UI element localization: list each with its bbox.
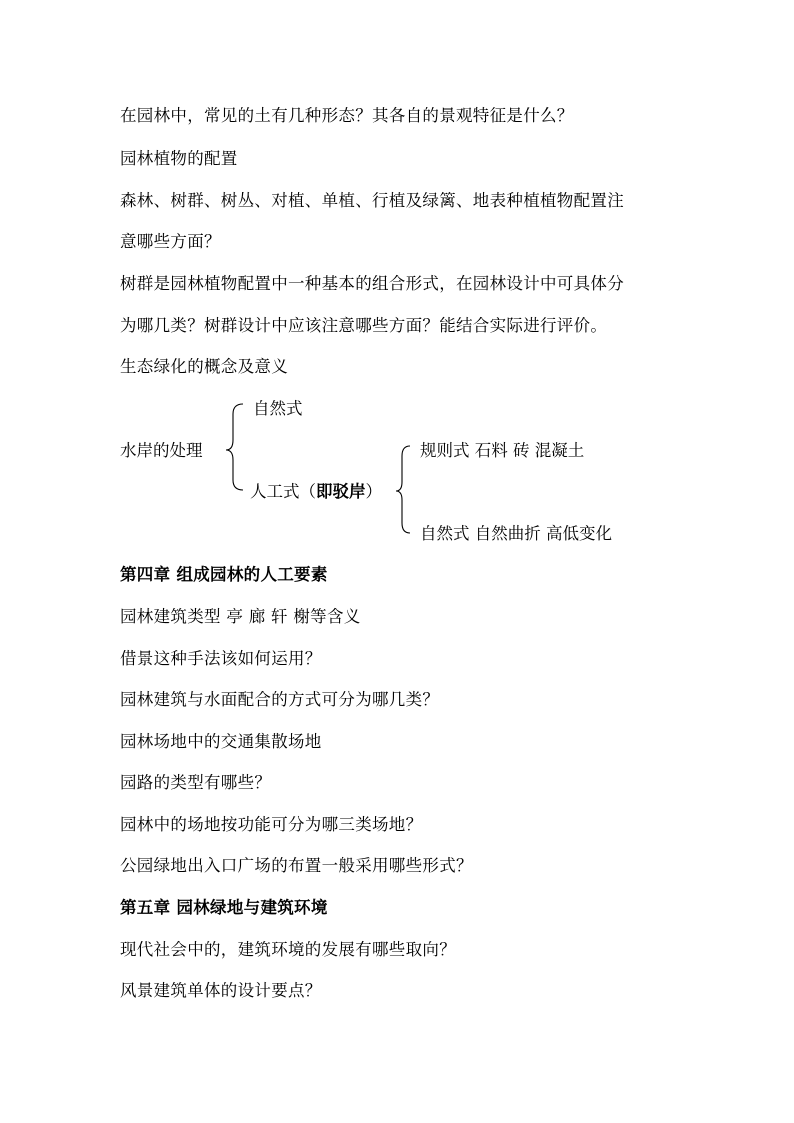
chapter4-item: 园林场地中的交通集散场地 [120,732,322,751]
diagram-natural-label: 自然式 [253,399,303,418]
chapter5-heading: 第五章 园林绿地与建筑环境 [120,898,328,917]
chapter4-heading: 第四章 组成园林的人工要素 [120,565,328,584]
chapter5-item: 现代社会中的，建筑环境的发展有哪些取向？ [120,940,456,959]
brace-left [226,404,243,490]
question-tree-group-line1: 树群是园林植物配置中一种基本的组合形式，在园林设计中可具体分 [120,274,624,293]
chapter4-item: 公园绿地出入口广场的布置一般采用哪些形式？ [120,856,473,875]
question-plant-config-line1: 森林、树群、树丛、对植、单植、行植及绿篱、地表种植植物配置注 [120,191,624,210]
brace-right [396,446,410,533]
diagram-artificial-close: ） [365,482,382,501]
chapter4-item: 园林建筑与水面配合的方式可分为哪几类？ [120,690,440,709]
question-tree-group-line2: 为哪几类？树群设计中应该注意哪些方面？能结合实际进行评价。 [120,316,608,335]
diagram-root-label: 水岸的处理 [120,441,203,460]
diagram-artificial-label [250,484,382,501]
chapter4-item: 园林中的场地按功能可分为哪三类场地？ [120,815,423,834]
diagram-regular-label: 规则式 石料 砖 混凝土 [420,441,585,460]
chapter4-item: 园林建筑类型 亭 廊 轩 榭等含义 [120,607,361,626]
question-soil-forms: 在园林中，常见的土有几种形态？其各自的景观特征是什么？ [120,106,574,125]
topic-ecological-greening: 生态绿化的概念及意义 [120,357,288,376]
diagram-artificial-text: 人工式（ [250,482,316,501]
chapter4-item: 借景这种手法该如何运用？ [120,649,322,668]
section-plant-config: 园林植物的配置 [120,149,238,168]
question-plant-config-line2: 意哪些方面？ [120,232,221,251]
chapter5-item: 风景建筑单体的设计要点？ [120,981,322,1000]
chapter4-item: 园路的类型有哪些？ [120,773,272,792]
diagram-natural2-label: 自然式 自然曲折 高低变化 [420,524,612,543]
diagram-artificial-bold: 即驳岸 [316,482,366,501]
